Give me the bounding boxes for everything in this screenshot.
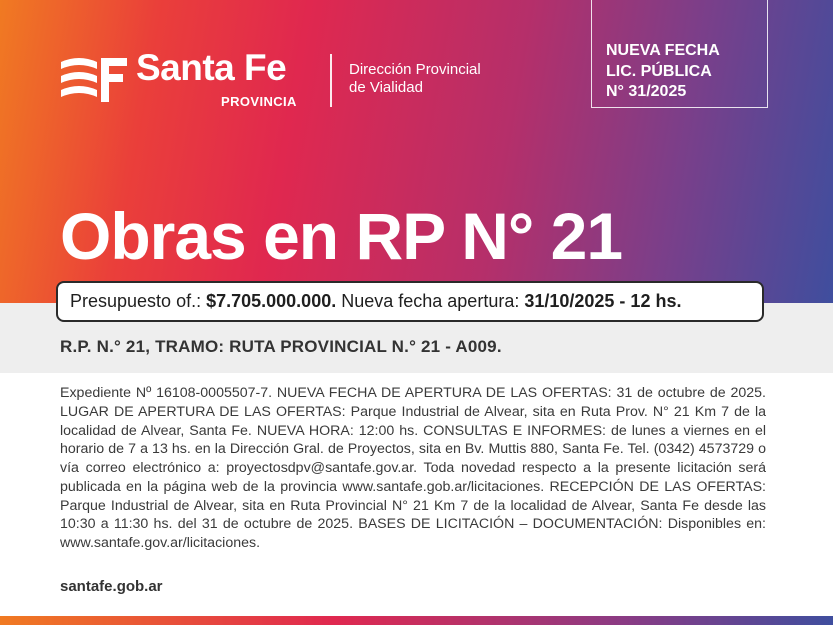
opening-label: Nueva fecha apertura: — [336, 291, 525, 311]
footer-url[interactable]: santafe.gob.ar — [60, 578, 163, 595]
bottom-gradient-strip — [0, 616, 833, 625]
body-text: Expediente Nº 16108-0005507-7. NUEVA FECHA DE APERTURA DE LAS OFERTAS: 31 de octubre de 2025. LUGAR DE APERTURA DE LAS OFERTAS: Parque Industrial de Alvear, sita en Ruta Prov. N° 21 Km 7 de la localidad de Alvear, Santa Fe. NUEVA HORA: 12:00 hs. CONSULTAS E INFORMES: de lunes a viernes en el horario de 7 a 13 hs. en la Dirección Gral. de Proyectos, sita en Bv. Muttis 880, Santa Fe. Tel. (0342) 4573729 o vía correo electrónico a: proyectosdpv@santafe.gov.ar. Toda novedad respecto a la presente licitación será publicada en la página web de la provincia www.santafe.gob.ar/licitaciones. RECEPCIÓN DE LAS OFERTAS: Parque Industrial de Alvear, sita en Ruta Provincial N° 21 Km 7 de la localidad de Alvear, Santa Fe desde las 10:30 a 11:30 hs. del 31 de octubre de 2025. BASES DE LICITACIÓN – DOCUMENTACIÓN: Disponibles en: www.santafe.gov.ar/licitaciones. — [60, 385, 766, 551]
budget-box — [56, 281, 764, 322]
santa-fe-logo-icon — [59, 52, 129, 108]
notice-line-1: NUEVA FECHA — [606, 42, 720, 59]
agency-name — [349, 61, 481, 97]
notice-line-2: LIC. PÚBLICA — [606, 62, 712, 80]
route-heading: R.P. N.° 21, TRAMO: RUTA PROVINCIAL N.° 21 - A009. — [60, 337, 502, 356]
notice-line-3: N° 31/2025 — [606, 83, 687, 100]
hero-banner — [0, 0, 833, 303]
budget-amount: $7.705.000.000. — [206, 291, 337, 311]
agency-name-line-2: de Vialidad — [349, 79, 423, 96]
opening-value: 31/10/2025 - 12 hs. — [524, 291, 682, 311]
notice-box — [591, 0, 768, 108]
page-title: Obras en RP N° 21 — [60, 199, 623, 273]
brand-name: Santa Fe — [136, 47, 287, 88]
agency-name-line-1: Dirección Provincial — [349, 61, 481, 78]
budget-label: Presupuesto of.: — [70, 291, 207, 311]
header-divider — [330, 54, 332, 107]
brand-subtitle: PROVINCIA — [221, 94, 297, 109]
